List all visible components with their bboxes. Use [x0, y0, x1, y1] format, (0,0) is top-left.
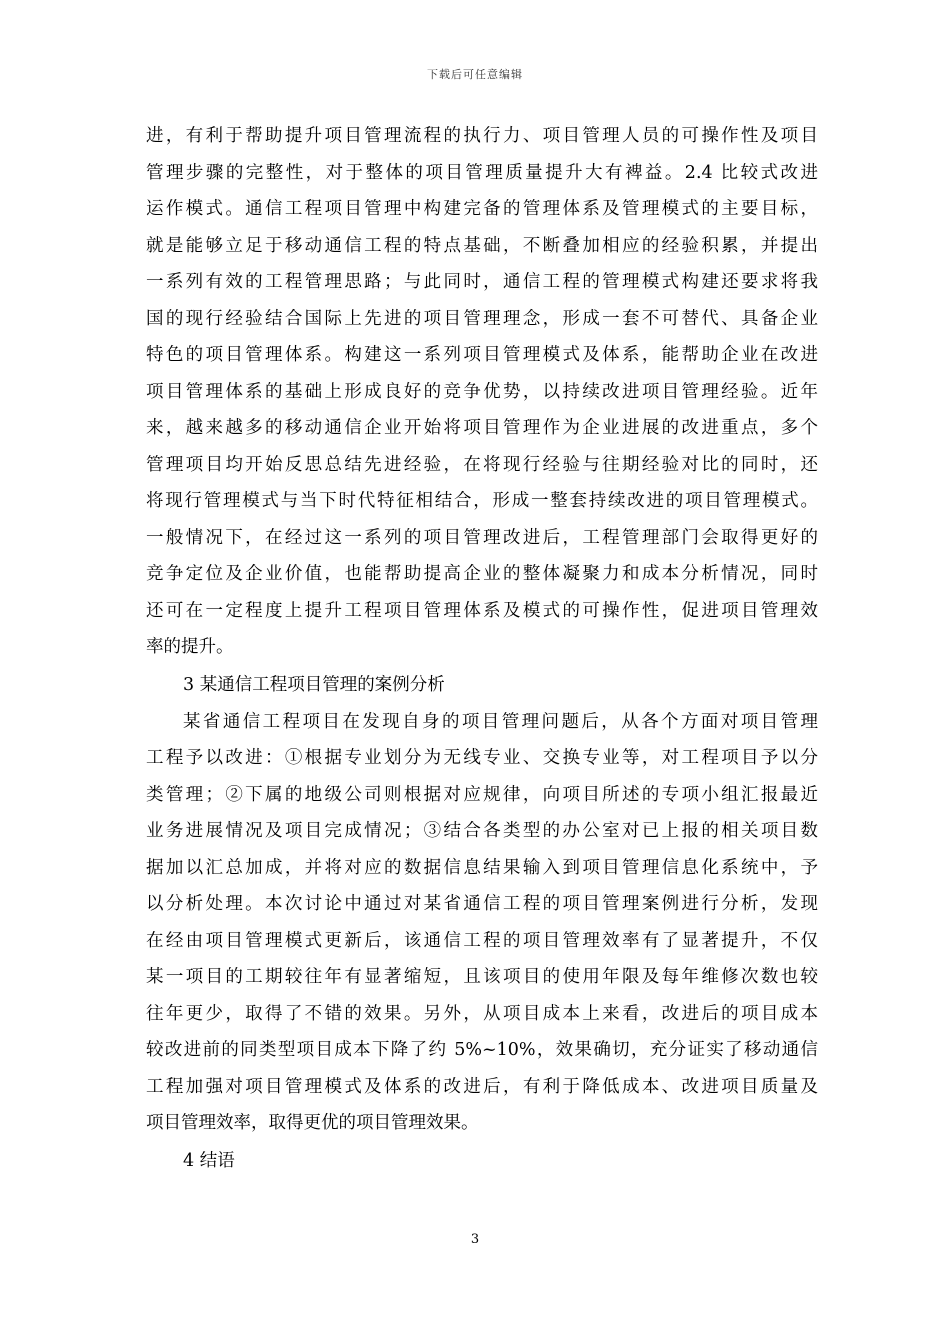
text-line: 来，越来越多的移动通信企业开始将项目管理作为企业进展的改进重点，多个 [146, 418, 818, 438]
text-line: 一系列有效的工程管理思路；与此同时，通信工程的管理模式构建还要求将我 [146, 272, 818, 292]
paragraph-1 [146, 118, 818, 666]
text-line: 竞争定位及企业价值，也能帮助提高企业的整体凝聚力和成本分析情况，同时 [146, 564, 818, 584]
text-line: 项目管理效率，取得更优的项目管理效果。 [146, 1113, 479, 1133]
document-body [146, 118, 818, 1180]
text-line: 某省通信工程项目在发现自身的项目管理问题后，从各个方面对项目管理 [183, 711, 818, 732]
section-heading-4: 4 结语 [183, 1150, 235, 1171]
page-number: 3 [470, 1232, 480, 1247]
text-line: 将现行管理模式与当下时代特征相结合，形成一整套持续改进的项目管理模式。 [146, 491, 818, 511]
text-line: 运作模式。通信工程项目管理中构建完备的管理体系及管理模式的主要目标， [146, 199, 818, 219]
text-line: 在经由项目管理模式更新后，该通信工程的项目管理效率有了显著提升，不仅 [146, 930, 818, 951]
text-line: 某一项目的工期较往年有显著缩短，且该项目的使用年限及每年维修次数也较 [146, 967, 818, 987]
text-line: 工程予以改进：①根据专业划分为无线专业、交换专业等，对工程项目予以分 [146, 748, 818, 768]
text-line: 往年更少，取得了不错的效果。另外，从项目成本上来看，改进后的项目成本 [146, 1003, 818, 1024]
text-line: 据加以汇总加成，并将对应的数据信息结果输入到项目管理信息化系统中，予 [146, 857, 818, 878]
text-line: 管理项目均开始反思总结先进经验，在将现行经验与往期经验对比的同时，还 [146, 454, 818, 475]
text-line: 特色的项目管理体系。构建这一系列项目管理模式及体系，能帮助企业在改进 [146, 345, 818, 365]
text-line: 国的现行经验结合国际上先进的项目管理理念，形成一套不可替代、具备企业 [146, 308, 818, 329]
section-heading-3: 3 某通信工程项目管理的案例分析 [183, 674, 445, 695]
paragraph-2 [146, 704, 818, 1142]
text-line: 进，有利于帮助提升项目管理流程的执行力、项目管理人员的可操作性及项目 [146, 126, 818, 146]
text-line: 一般情况下，在经过这一系列的项目管理改进后，工程管理部门会取得更好的 [146, 527, 818, 548]
text-line: 项目管理体系的基础上形成良好的竞争优势，以持续改进项目管理经验。近年 [146, 381, 818, 402]
text-line: 就是能够立足于移动通信工程的特点基础，不断叠加相应的经验积累，并提出 [146, 235, 818, 256]
page-header: 下载后可任意编辑 [427, 68, 523, 81]
text-line: 业务进展情况及项目完成情况；③结合各类型的办公室对已上报的相关项目数 [146, 821, 818, 841]
text-line: 较改进前的同类型项目成本下降了约 5%~10%，效果确切，充分证实了移动通信 [146, 1040, 818, 1060]
text-line: 工程加强对项目管理模式及体系的改进后，有利于降低成本、改进项目质量及 [146, 1076, 818, 1097]
text-line: 以分析处理。本次讨论中通过对某省通信工程的项目管理案例进行分析，发现 [146, 894, 818, 914]
text-line: 管理步骤的完整性，对于整体的项目管理质量提升大有裨益。2.4 比较式改进 [146, 162, 818, 183]
text-line: 类管理；②下属的地级公司则根据对应规律，向项目所述的专项小组汇报最近 [146, 784, 818, 805]
text-line: 率的提升。 [146, 637, 234, 657]
text-line: 还可在一定程度上提升工程项目管理体系及模式的可操作性，促进项目管理效 [146, 600, 818, 621]
